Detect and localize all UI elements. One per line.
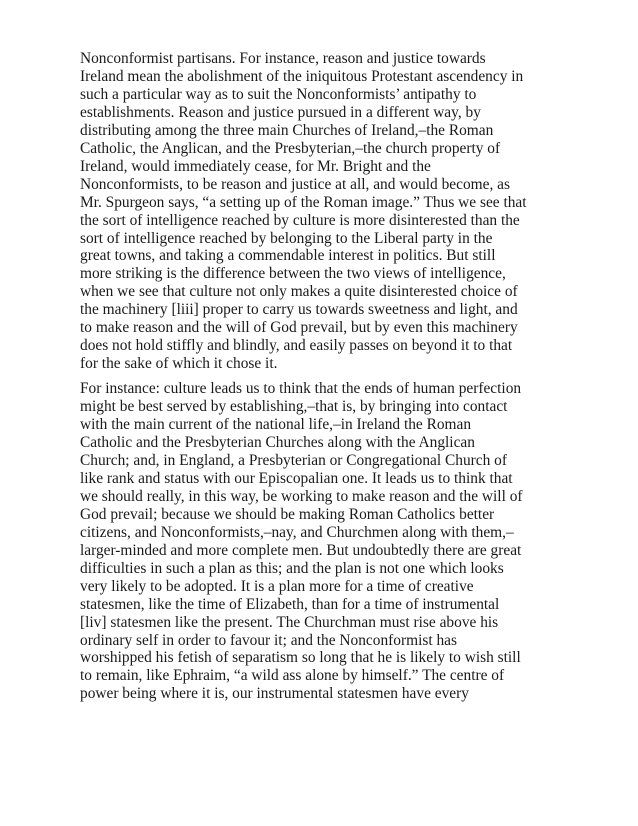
text-line: Mr. Spurgeon says, “a setting up of the Roman image.” Thus we see that [80,193,527,211]
text-line: like rank and status with our Episcopalian one. It leads us to think that [80,469,513,487]
paragraph-1 [80,50,585,373]
text-line: Nonconformist partisans. For instance, reason and justice towards [80,50,486,67]
text-line: Ireland, would immediately cease, for Mr. Bright and the [80,157,431,175]
text-line: the sort of intelligence reached by culture is more disinterested than the [80,211,520,229]
text-line: ordinary self in order to favour it; and the Nonconformist has [80,631,457,649]
text-line: Nonconformists, to be reason and justice at all, and would become, as [80,175,510,193]
text-line: God prevail; because we should be making Roman Catholics better [80,505,495,523]
text-line: we should really, in this way, be working to make reason and the will of [80,487,523,505]
text-line: with the main current of the national life,–in Ireland the Roman [80,416,472,434]
text-line: does not hold stiffly and blindly, and easily passes on beyond it to that [80,337,513,355]
text-line: to remain, like Ephraim, “a wild ass alone by himself.” The centre of [80,667,505,685]
paragraph-2 [80,380,585,703]
text-line: Church; and, in England, a Presbyterian or Congregational Church of [80,451,507,469]
text-line: the machinery [liii] proper to carry us towards sweetness and light, and [80,301,518,319]
text-line: more striking is the difference between the two views of intelligence, [80,265,506,283]
text-line: establishments. Reason and justice pursued in a different way, by [80,103,481,121]
text-line: sort of intelligence reached by belonging to the Liberal party in the [80,229,493,247]
text-line: for the sake of which it chose it. [80,355,278,373]
text-line: Catholic and the Presbyterian Churches along with the Anglican [80,434,475,452]
text-line: power being where it is, our instrumental statesmen have every [80,685,469,703]
text-line: citizens, and Nonconformists,–nay, and Churchmen along with them,– [80,523,514,541]
text-line: such a particular way as to suit the Nonconformists’ antipathy to [80,85,477,103]
text-line: very likely to be adopted. It is a plan more for a time of creative [80,577,474,595]
text-line: Catholic, the Anglican, and the Presbyterian,–the church property of [80,139,501,157]
text-line: Ireland mean the abolishment of the iniquitous Protestant ascendency in [80,67,524,85]
text-line: great towns, and taking a commendable interest in politics. But still [80,247,496,265]
text-line: [liv] statesmen like the present. The Churchman must rise above his [80,613,499,631]
text-line: when we see that culture not only makes a quite disinterested choice of [80,283,518,301]
document-page [80,50,585,703]
text-line: larger-minded and more complete men. But undoubtedly there are great [80,541,522,559]
text-line: might be best served by establishing,–that is, by bringing into contact [80,398,508,416]
text-line: to make reason and the will of God prevail, but by even this machinery [80,319,518,337]
text-line: distributing among the three main Churches of Ireland,–the Roman [80,121,494,139]
text-line: statesmen, like the time of Elizabeth, than for a time of instrumental [80,595,500,613]
text-line: For instance: culture leads us to think that the ends of human perfection [80,380,522,398]
text-line: difficulties in such a plan as this; and the plan is not one which looks [80,559,504,577]
text-line: worshipped his fetish of separatism so long that he is likely to wish still [80,649,521,667]
